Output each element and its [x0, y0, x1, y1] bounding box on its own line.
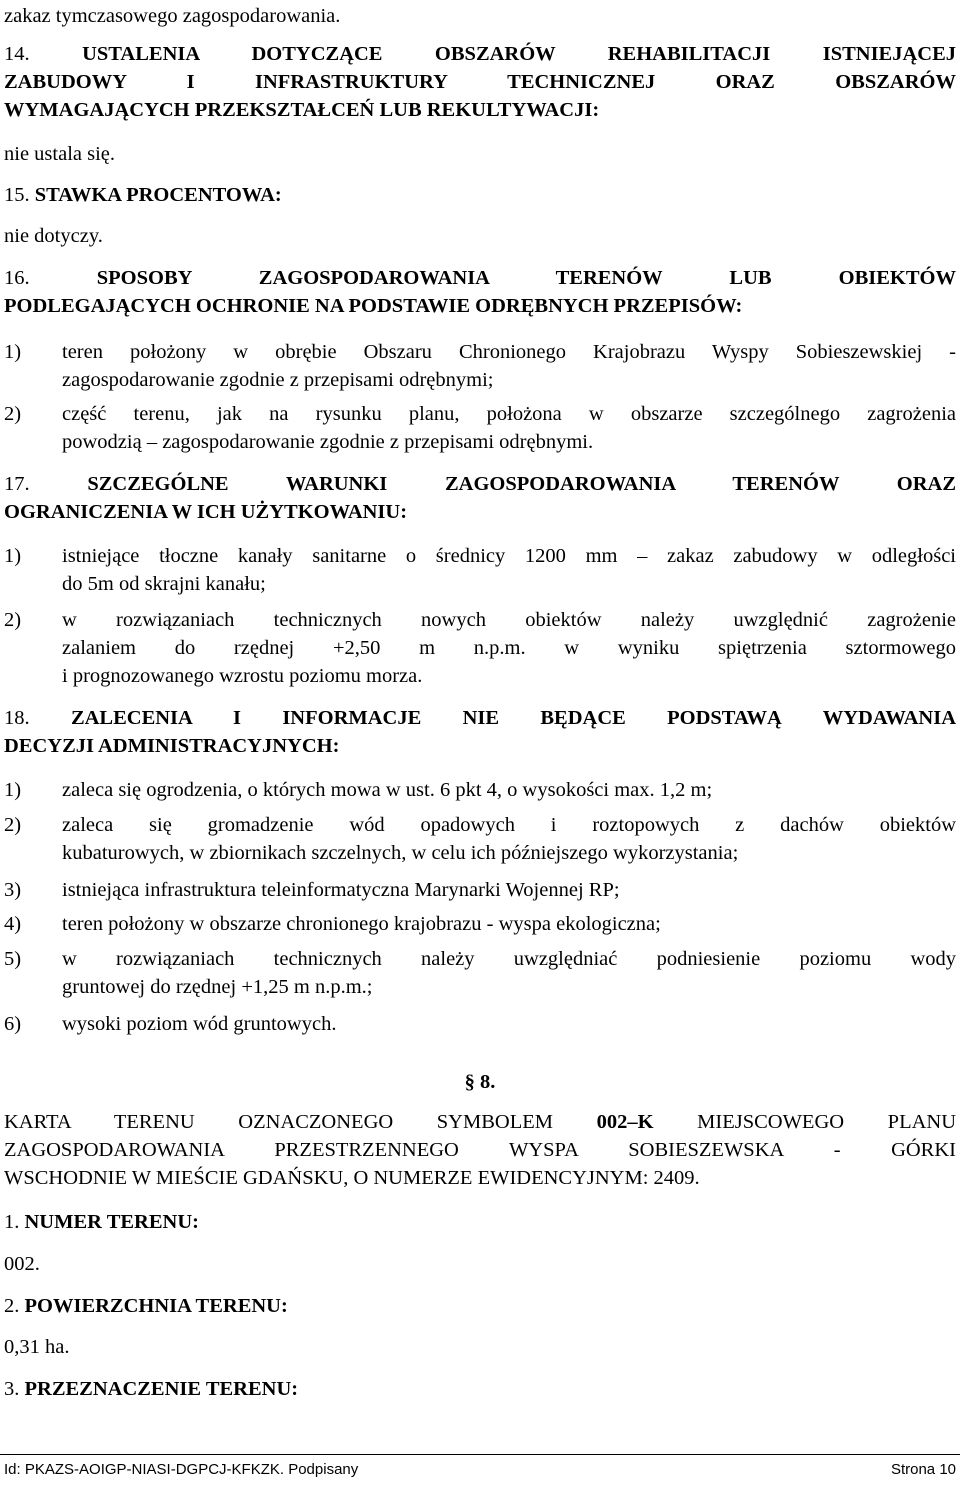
item-number: 5) [4, 948, 22, 970]
section-number: 18. [4, 707, 30, 729]
item-line: do 5m od skrajni kanału; [62, 573, 266, 595]
section-1-heading [4, 1208, 956, 1236]
item-line: zalaniem do rzędnej +2,50 m n.p.m. w wyniku spiętrzenia sztormowego [62, 637, 956, 659]
heading-text: PRZEZNACZENIE TERENU: [24, 1378, 299, 1400]
heading-text: NUMER TERENU: [24, 1211, 199, 1233]
heading-line: PODLEGAJĄCYCH OCHRONIE NA PODSTAWIE ODRĘBNYCH PRZEPISÓW: [4, 295, 743, 317]
section-number: 16. [4, 267, 30, 289]
item-line: teren położony w obszarze chronionego krajobrazu - wyspa ekologiczna; [62, 913, 661, 935]
heading-line: SZCZEGÓLNE WARUNKI ZAGOSPODAROWANIA TERENÓW ORAZ [87, 473, 957, 495]
list-item [4, 1010, 956, 1038]
heading-text: POWIERZCHNIA TERENU: [24, 1295, 288, 1317]
section-2-text: 0,31 ha. [4, 1336, 70, 1358]
section-15-heading [4, 181, 956, 209]
item-number: 1) [4, 341, 22, 363]
list-item [4, 910, 956, 938]
item-number: 4) [4, 913, 22, 935]
karta-line: ZAGOSPODAROWANIA PRZESTRZENNEGO WYSPA SOBIESZEWSKA - GÓRKI [4, 1139, 956, 1161]
item-line: część terenu, jak na rysunku planu, położona w obszarze szczególnego zagrożenia [62, 403, 956, 425]
heading-line: DECYZJI ADMINISTRACYJNYCH: [4, 735, 340, 757]
heading-text: STAWKA PROCENTOWA: [34, 184, 282, 206]
heading-line: OGRANICZENIA W ICH UŻYTKOWANIU: [4, 501, 408, 523]
heading-line: ZALECENIA I INFORMACJE NIE BĘDĄCE PODSTAWĄ WYDAWANIA [70, 707, 956, 729]
list-item [4, 945, 956, 1001]
heading-line: ZABUDOWY I INFRASTRUKTURY TECHNICZNEJ ORAZ OBSZARÓW [4, 71, 956, 93]
intro-text: zakaz tymczasowego zagospodarowania. [4, 5, 341, 27]
karta-line: WSCHODNIE W MIEŚCIE GDAŃSKU, O NUMERZE EWIDENCYJNYM: 2409. [4, 1167, 700, 1189]
document-id: Id: PKAZS-AOIGP-NIASI-DGPCJ-KFKZK. Podpisany [4, 1461, 359, 1478]
item-number: 1) [4, 545, 22, 567]
section-16-heading [4, 264, 956, 320]
section-2-heading [4, 1292, 956, 1320]
item-number: 2) [4, 403, 22, 425]
item-line: i prognozowanego wzrostu poziomu morza. [62, 665, 423, 687]
list-item [4, 606, 956, 690]
karta-line: MIEJSCOWEGO PLANU [697, 1111, 956, 1133]
item-line: wysoki poziom wód gruntowych. [62, 1013, 337, 1035]
list-item [4, 811, 956, 867]
item-line: zaleca się gromadzenie wód opadowych i roztopowych z dachów obiektów [62, 814, 956, 836]
item-line: w rozwiązaniach technicznych należy uwzględniać podniesienie poziomu wody [62, 948, 956, 970]
karta-line: KARTA TERENU OZNACZONEGO SYMBOLEM [4, 1111, 553, 1133]
item-number: 1) [4, 779, 22, 801]
section-1-text: 002. [4, 1253, 40, 1275]
section-3-heading [4, 1375, 956, 1403]
section-14-text: nie ustala się. [4, 143, 116, 165]
heading-line: USTALENIA DOTYCZĄCE OBSZARÓW REHABILITACJI ISTNIEJĄCEJ [82, 43, 957, 65]
heading-line: WYMAGAJĄCYCH PRZEKSZTAŁCEŃ LUB REKULTYWACJI: [4, 99, 600, 121]
list-item [4, 338, 956, 394]
item-line: kubaturowych, w zbiornikach szczelnych, w celu ich późniejszego wykorzystania; [62, 842, 739, 864]
item-line: powodzią – zagospodarowanie zgodnie z przepisami odrębnymi. [62, 431, 594, 453]
paragraph-number: § 8. [464, 1071, 496, 1093]
karta-symbol: 002–K [596, 1111, 654, 1133]
section-18-heading [4, 704, 956, 760]
item-line: zaleca się ogrodzenia, o których mowa w ust. 6 pkt 4, o wysokości max. 1,2 m; [62, 779, 713, 801]
list-item [4, 776, 956, 804]
item-line: istniejące tłoczne kanały sanitarne o średnicy 1200 mm – zakaz zabudowy w odległości [62, 545, 956, 567]
item-line: gruntowej do rzędnej +1,25 m n.p.m.; [62, 976, 373, 998]
section-number: 17. [4, 473, 30, 495]
list-item [4, 542, 956, 598]
item-line: istniejąca infrastruktura teleinformatyczna Marynarki Wojennej RP; [62, 879, 620, 901]
item-line: zagospodarowanie zgodnie z przepisami odrębnymi; [62, 369, 494, 391]
item-line: teren położony w obrębie Obszaru Chronionego Krajobrazu Wyspy Sobieszewskiej - [62, 341, 956, 363]
item-number: 2) [4, 609, 22, 631]
section-15-text: nie dotyczy. [4, 225, 103, 247]
item-line: w rozwiązaniach technicznych nowych obiektów należy uwzględnić zagrożenie [62, 609, 956, 631]
section-14-heading [4, 40, 956, 124]
item-number: 6) [4, 1013, 22, 1035]
section-number: 2. [4, 1295, 20, 1317]
item-number: 2) [4, 814, 22, 836]
list-item [4, 400, 956, 456]
section-number: 1. [4, 1211, 20, 1233]
page-number: Strona 10 [890, 1461, 956, 1478]
section-17-heading [4, 470, 956, 526]
section-number: 14. [4, 43, 30, 65]
section-number: 3. [4, 1378, 20, 1400]
page-footer [0, 1454, 960, 1485]
heading-line: SPOSOBY ZAGOSPODAROWANIA TERENÓW LUB OBIEKTÓW [96, 267, 956, 289]
item-number: 3) [4, 879, 22, 901]
list-item [4, 876, 956, 904]
section-number: 15. [4, 184, 30, 206]
karta-heading [4, 1108, 956, 1192]
